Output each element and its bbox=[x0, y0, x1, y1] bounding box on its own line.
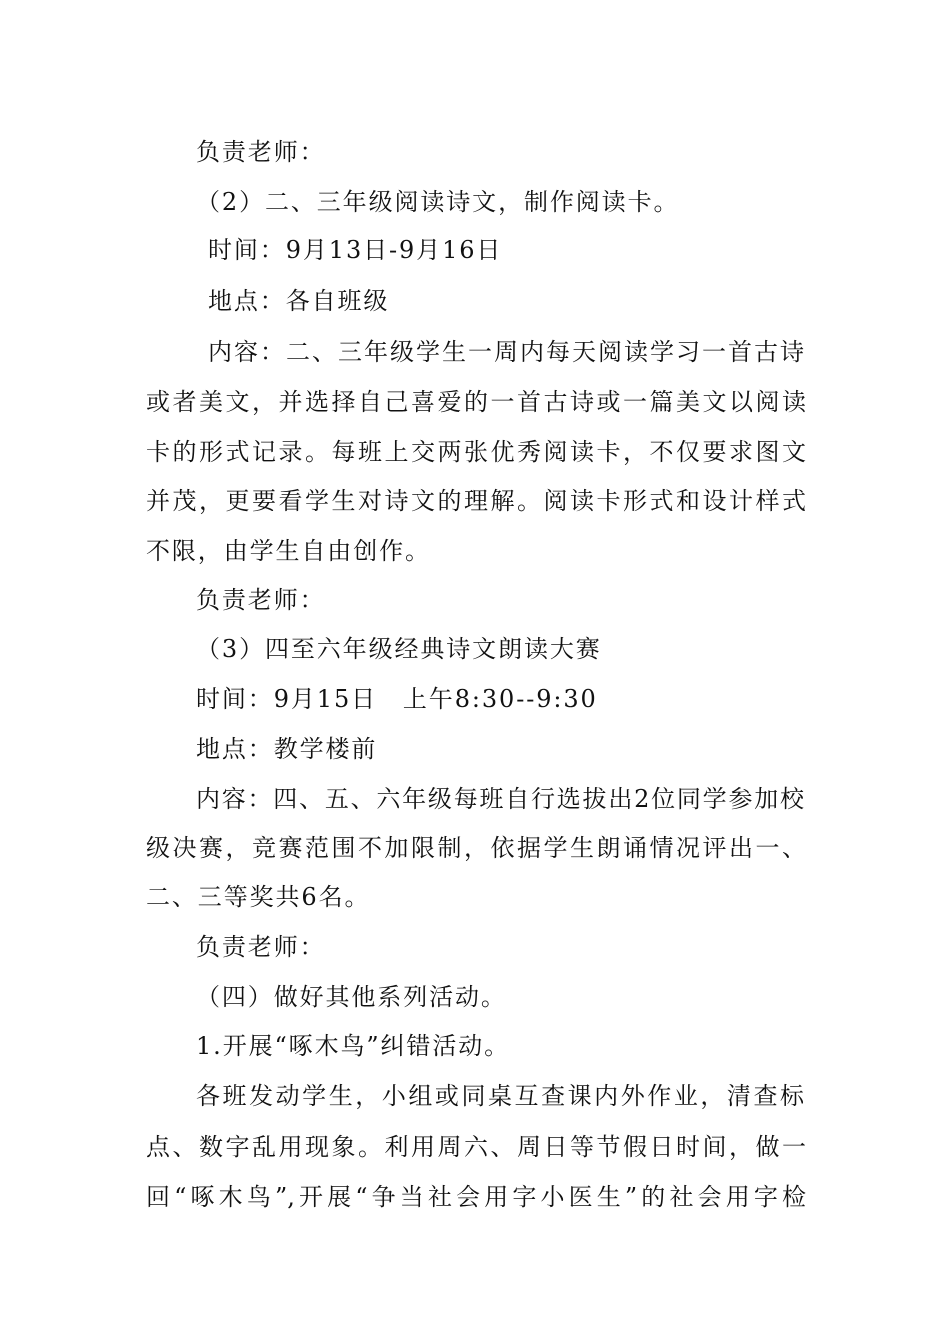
text-line: 并茂，更要看学生对诗文的理解。阅读卡形式和设计样式 bbox=[146, 487, 806, 515]
text-line: 级决赛，竞赛范围不加限制，依据学生朗诵情况评出一、 bbox=[146, 834, 806, 862]
text-line: 时间：9月15日 上午8:30--9:30 bbox=[196, 685, 598, 713]
text-line: 负责老师： bbox=[196, 138, 326, 166]
text-line: （2）二、三年级阅读诗文，制作阅读卡。 bbox=[196, 188, 680, 216]
text-line: 地点：各自班级 bbox=[208, 287, 390, 315]
text-line: 或者美文，并选择自己喜爱的一首古诗或一篇美文以阅读 bbox=[146, 388, 806, 416]
text-line: 卡的形式记录。每班上交两张优秀阅读卡，不仅要求图文 bbox=[146, 438, 806, 466]
text-line: 地点：教学楼前 bbox=[196, 735, 378, 763]
text-line: （四）做好其他系列活动。 bbox=[196, 983, 507, 1011]
text-line: 回“啄木鸟”,开展“争当社会用字小医生”的社会用字检 bbox=[146, 1183, 806, 1211]
text-line: 内容：二、三年级学生一周内每天阅读学习一首古诗 bbox=[208, 338, 804, 366]
text-line: 内容：四、五、六年级每班自行选拔出2位同学参加校 bbox=[196, 785, 804, 813]
text-line: 二、三等奖共6名。 bbox=[146, 883, 371, 911]
text-line: （3）四至六年级经典诗文朗读大赛 bbox=[196, 635, 602, 663]
text-line: 负责老师： bbox=[196, 933, 326, 961]
text-line: 不限，由学生自由创作。 bbox=[146, 537, 431, 565]
text-line: 1.开展“啄木鸟”纠错活动。 bbox=[196, 1032, 511, 1060]
text-line: 时间：9月13日-9月16日 bbox=[208, 236, 503, 264]
text-line: 各班发动学生，小组或同桌互查课内外作业，清查标 bbox=[196, 1082, 804, 1110]
text-line: 负责老师： bbox=[196, 586, 326, 614]
text-line: 点、数字乱用现象。利用周六、周日等节假日时间，做一 bbox=[146, 1133, 806, 1161]
